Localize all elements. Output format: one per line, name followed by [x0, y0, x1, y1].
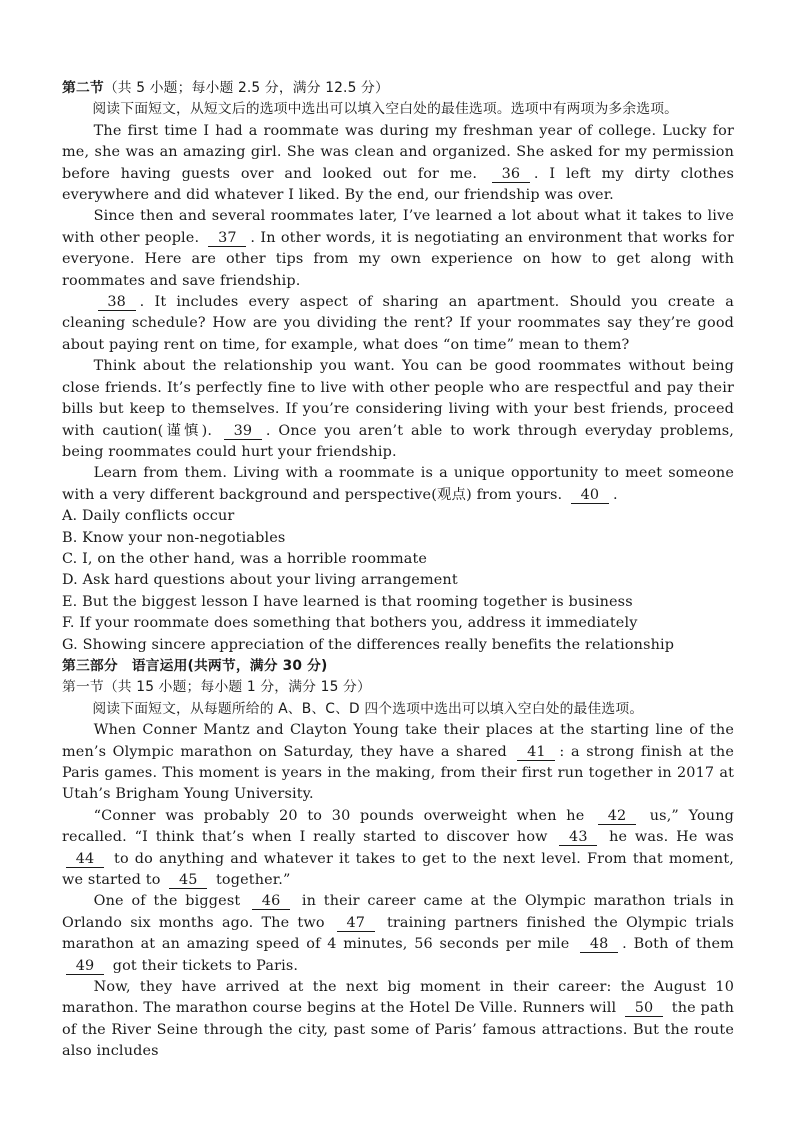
- blank-37[interactable]: 37: [208, 231, 246, 247]
- passage-paragraph: When Conner Mantz and Clayton Young take their places at the starting line of the men’s Olympic marathon on Saturday, they have a shared 41 : a strong finish at the Paris games. This moment is years in the making, from their first run together in 2017 at Utah’s Brigham Young University.: [62, 722, 734, 803]
- blank-39[interactable]: 39: [224, 424, 262, 440]
- blank-46[interactable]: 46: [252, 894, 290, 910]
- part-3-section-1-meta: （共 15 小题；每小题 1 分，满分 15 分）: [103, 679, 371, 696]
- blank-49[interactable]: 49: [66, 959, 104, 975]
- option-c[interactable]: C. I, on the other hand, was a horrible roommate: [62, 550, 428, 567]
- blank-47[interactable]: 47: [337, 916, 375, 932]
- part-3-instruction: 阅读下面短文，从每题所给的 A、B、C、D 四个选项中选出可以填入空白处的最佳选项。: [92, 700, 644, 717]
- blank-41[interactable]: 41: [517, 745, 555, 761]
- blank-45[interactable]: 45: [169, 873, 207, 889]
- part-3-section-1-heading: [62, 677, 734, 698]
- section-2-heading: [62, 78, 734, 99]
- passage-paragraph: Since then and several roommates later, I’ve learned a lot about what it takes to live with other people. 37 . In other words, it is negotiating an environment that works for everyone. Here are other tips from my own experience on how to get along with roommates and save friendship.: [62, 208, 734, 289]
- passage-paragraph: 38 . It includes every aspect of sharing an apartment. Should you create a cleaning schedule? How are you dividing the rent? If your roommates say they’re good about paying rent on time, for example, what does “on time” mean to them?: [62, 294, 734, 353]
- option-e[interactable]: E. But the biggest lesson I have learned is that rooming together is business: [62, 593, 633, 610]
- passage-paragraph: “Conner was probably 20 to 30 pounds overweight when he 42 us,” Young recalled. “I think that’s when I really started to discover how 43 he was. He was 44 to do anything and whatever it takes to get to the next level. From that moment, we started to 45 together.”: [62, 807, 734, 889]
- option-g[interactable]: G. Showing sincere appreciation of the differences really benefits the relationship: [62, 636, 675, 653]
- part-3-title: 第三部分 语言运用(共两节，满分 30 分): [62, 657, 328, 674]
- passage-paragraph: The first time I had a roommate was during my freshman year of college. Lucky for me, she was an amazing girl. She was clean and organized. She asked for my permission before having guests over and looked out for me. 36 . I left my dirty clothes everywhere and did whatever I liked. By the end, our friendship was over.: [62, 122, 735, 204]
- blank-43[interactable]: 43: [559, 830, 597, 846]
- part-3-section-1-title: 第一节: [62, 679, 104, 696]
- blank-40[interactable]: 40: [571, 488, 609, 504]
- option-f[interactable]: F. If your roommate does something that bothers you, address it immediately: [62, 615, 638, 632]
- blank-44[interactable]: 44: [66, 852, 104, 868]
- passage-paragraph: Learn from them. Living with a roommate is a unique opportunity to meet someone with a very different background and perspective(观点) from yours. 40 .: [62, 465, 734, 503]
- passage-paragraph: Think about the relationship you want. You can be good roommates without being close friends. It’s perfectly fine to live with other people who are respectful and pay their bills but keep to themselves. If you’re considering living with your best friends, proceed with caution(谨慎). 39 . Once you aren’t able to work through everyday problems, being roommates could hurt your friendship.: [62, 358, 734, 460]
- section-2-instruction: 阅读下面短文，从短文后的选项中选出可以填入空白处的最佳选项。选项中有两项为多余选项。: [92, 101, 679, 118]
- option-a[interactable]: A. Daily conflicts occur: [62, 508, 235, 525]
- part-3-heading: [62, 656, 734, 677]
- passage-paragraph: Now, they have arrived at the next big moment in their career: the August 10 marathon. The marathon course begins at the Hotel De Ville. Runners will 50 the path of the River Seine through the city, past some of Paris’ famous attractions. But the route also includes: [62, 979, 734, 1060]
- option-d[interactable]: D. Ask hard questions about your living arrangement: [62, 572, 458, 589]
- page-bottom-edge: [0, 1120, 800, 1132]
- section-2-title: 第二节: [62, 80, 104, 96]
- section-2-meta: （共 5 小题；每小题 2.5 分，满分 12.5 分）: [103, 80, 389, 96]
- blank-50[interactable]: 50: [625, 1001, 663, 1017]
- passage-paragraph: One of the biggest 46 in their career came at the Olympic marathon trials in Orlando six months ago. The two 47 training partners finished the Olympic trials marathon at an amazing speed of 4 minutes, 56 seconds per mile 48 . Both of them 49 got their tickets to Paris.: [62, 893, 735, 974]
- blank-42[interactable]: 42: [598, 809, 636, 825]
- blank-38[interactable]: 38: [98, 295, 136, 311]
- blank-36[interactable]: 36: [492, 167, 530, 183]
- blank-48[interactable]: 48: [580, 937, 618, 953]
- option-b[interactable]: B. Know your non-negotiables: [62, 529, 286, 546]
